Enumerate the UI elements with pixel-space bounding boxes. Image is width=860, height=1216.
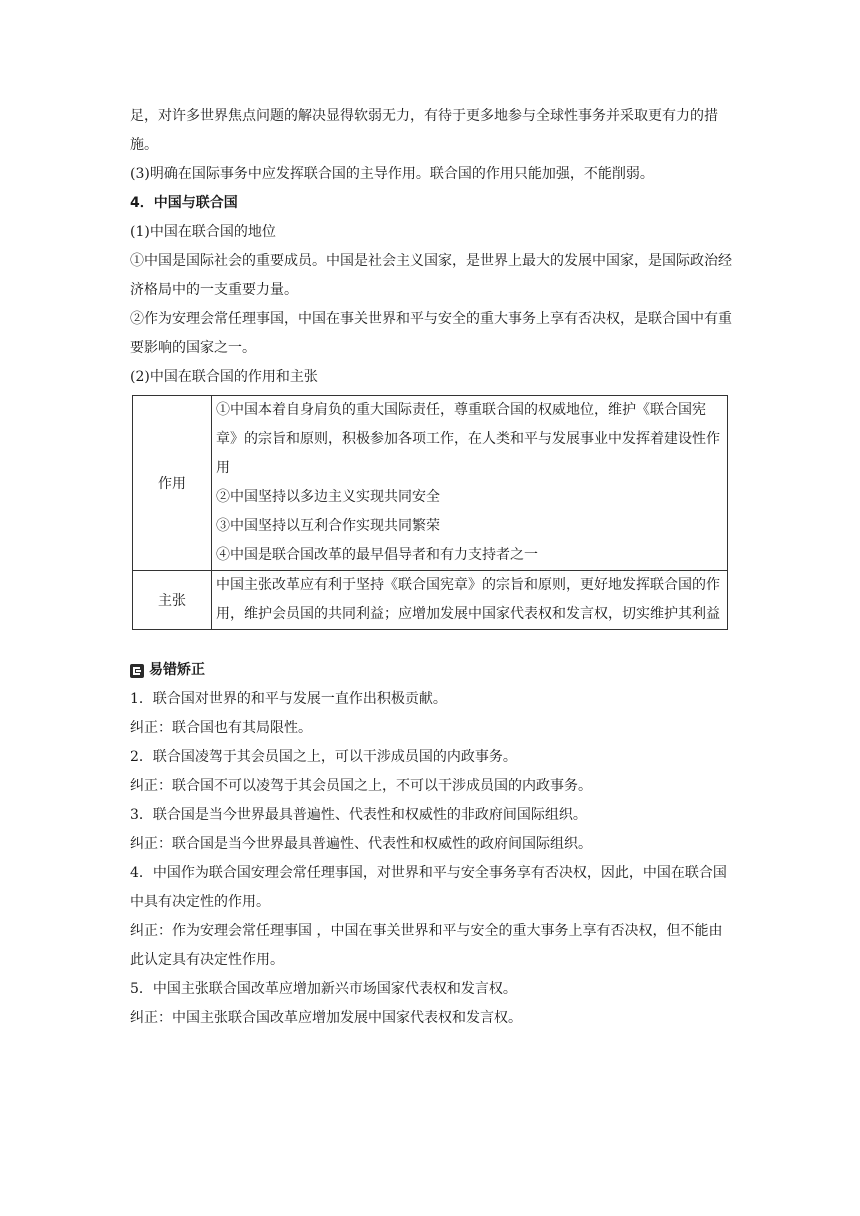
table-line: ②中国坚持以多边主义实现共同安全: [216, 489, 440, 505]
section-4-item-1: ①中国是国际社会的重要成员。中国是社会主义国家，是世界上最大的发展中国家，是国际政治经济格局中的一支重要力量。: [130, 253, 732, 298]
correction-item: 纠正：作为安理会常任理事国 ，中国在事关世界和平与安全的重大事务上享有否决权，但不能由此认定具有决定性作用。: [130, 923, 723, 968]
section-4-sub-2: (2)中国在联合国的作用和主张: [130, 369, 318, 385]
correction-badge-icon: [130, 664, 144, 678]
intro-point-3: (3)明确在国际事务中应发挥联合国的主导作用。联合国的作用只能加强，不能削弱。: [130, 166, 654, 182]
table-row-content: [212, 396, 728, 571]
correction-item: 纠正：联合国是当今世界最具普遍性、代表性和权威性的政府间国际组织。: [130, 836, 592, 852]
table-row-content: [212, 571, 728, 630]
section-4-heading: 4．中国与联合国: [130, 195, 238, 211]
correction-item: 纠正：中国主张联合国改革应增加发展中国家代表权和发言权。: [130, 1010, 522, 1026]
role-and-position-table: [132, 395, 728, 630]
table-line: 中国主张改革应有利于坚持《联合国宪章》的宗旨和原则，更好地发挥联合国的作用，维护会员国的共同利益；应增加发展中国家代表权和发言权，切实维护其利益: [216, 577, 720, 622]
corrections-header: [130, 656, 736, 685]
corrections-list: [130, 685, 736, 1033]
correction-item: 1．联合国对世界的和平与发展一直作出积极贡献。: [130, 691, 447, 707]
correction-item: 纠正：联合国也有其局限性。: [130, 720, 312, 736]
correction-item: 3．联合国是当今世界最具普遍性、代表性和权威性的非政府间国际组织。: [130, 807, 587, 823]
corrections-title: 易错矫正: [149, 662, 205, 678]
intro-continuation: 足，对许多世界焦点问题的解决显得软弱无力，有待于更多地参与全球性事务并采取更有力的措施。: [130, 108, 718, 153]
table-line: ①中国本着自身肩负的重大国际责任，尊重联合国的权威地位，维护《联合国宪章》的宗旨和原则，积极参加各项工作，在人类和平与发展事业中发挥着建设性作用: [216, 402, 720, 476]
correction-item: 5．中国主张联合国改革应增加新兴市场国家代表权和发言权。: [130, 981, 517, 997]
correction-item: 纠正：联合国不可以凌驾于其会员国之上，不可以干涉成员国的内政事务。: [130, 778, 592, 794]
table-row-label: 主张: [133, 571, 212, 630]
section-4-sub-1: (1)中国在联合国的地位: [130, 224, 276, 240]
table-row-label: 作用: [133, 396, 212, 571]
table-row-role: [133, 396, 728, 571]
table-row-position: [133, 571, 728, 630]
page-content: [130, 102, 736, 1033]
correction-item: 2．联合国凌驾于其会员国之上，可以干涉成员国的内政事务。: [130, 749, 517, 765]
table-line: ④中国是联合国改革的最早倡导者和有力支持者之一: [216, 547, 538, 563]
section-4-item-2: ②作为安理会常任理事国，中国在事关世界和平与安全的重大事务上享有否决权，是联合国中有重要影响的国家之一。: [130, 311, 732, 356]
table-line: ③中国坚持以互利合作实现共同繁荣: [216, 518, 440, 534]
correction-item: 4．中国作为联合国安理会常任理事国，对世界和平与安全事务享有否决权，因此，中国在联合国中具有决定性的作用。: [130, 865, 727, 910]
